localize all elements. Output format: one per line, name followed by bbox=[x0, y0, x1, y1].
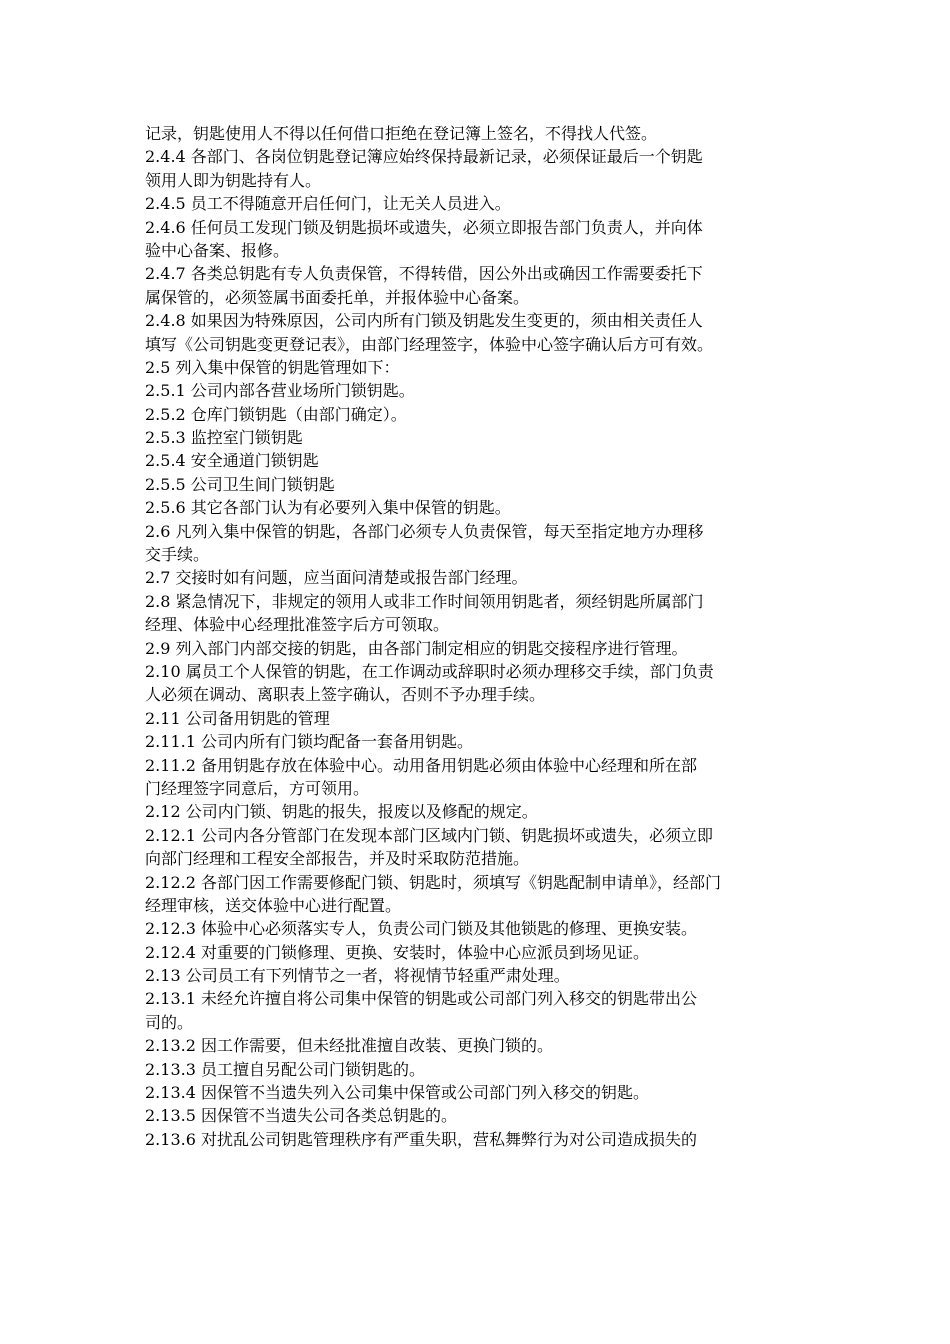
text-line: 2.12.4 对重要的门锁修理、更换、安装时，体验中心应派员到场见证。 bbox=[145, 942, 649, 962]
text-line: 向部门经理和工程安全部报告，并及时采取防范措施。 bbox=[145, 849, 530, 869]
text-line: 2.13.5 因保管不当遗失公司各类总钥匙的。 bbox=[145, 1106, 457, 1126]
text-line: 交手续。 bbox=[145, 545, 210, 565]
text-line: 2.4.5 员工不得随意开启任何门，让无关人员进入。 bbox=[145, 194, 511, 214]
text-line: 经理、体验中心经理批准签字后方可领取。 bbox=[145, 615, 450, 635]
text-line: 2.5.3 监控室门锁钥匙 bbox=[145, 428, 303, 448]
text-line: 填写《公司钥匙变更登记表》，由部门经理签字，体验中心签字确认后方可有效。 bbox=[145, 334, 714, 354]
text-line: 经理审核，送交体验中心进行配置。 bbox=[145, 895, 402, 915]
text-line: 2.12.3 体验中心必须落实专人，负责公司门锁及其他锁匙的修理、更换安装。 bbox=[145, 919, 697, 939]
document-body bbox=[145, 122, 817, 1151]
text-line: 2.5.1 公司内部各营业场所门锁钥匙。 bbox=[145, 381, 415, 401]
text-line: 领用人即为钥匙持有人。 bbox=[145, 170, 322, 190]
text-line: 2.5.2 仓库门锁钥匙（由部门确定）。 bbox=[145, 404, 407, 424]
text-line: 2.13.4 因保管不当遗失列入公司集中保管或公司部门列入移交的钥匙。 bbox=[145, 1083, 649, 1103]
text-line: 2.13.3 员工擅自另配公司门锁钥匙的。 bbox=[145, 1059, 425, 1079]
text-line: 门经理签字同意后，方可领用。 bbox=[145, 778, 370, 798]
text-line: 验中心备案、报修。 bbox=[145, 240, 290, 260]
text-line: 2.13 公司员工有下列情节之一者，将视情节轻重严肃处理。 bbox=[145, 966, 570, 986]
text-line: 2.11 公司备用钥匙的管理 bbox=[145, 708, 330, 728]
text-line: 2.11.1 公司内所有门锁均配备一套备用钥匙。 bbox=[145, 732, 473, 752]
text-line: 2.11.2 备用钥匙存放在体验中心。动用备用钥匙必须由体验中心经理和所在部 bbox=[145, 755, 697, 775]
text-line: 2.12.1 公司内各分管部门在发现本部门区域内门锁、钥匙损坏或遗失，必须立即 bbox=[145, 825, 713, 845]
text-line: 2.12.2 各部门因工作需要修配门锁、钥匙时，须填写《钥匙配制申请单》，经部门 bbox=[145, 872, 721, 892]
text-line: 2.5.6 其它各部门认为有必要列入集中保管的钥匙。 bbox=[145, 498, 511, 518]
text-line: 2.4.6 任何员工发现门锁及钥匙损坏或遗失，必须立即报告部门负责人，并向体 bbox=[145, 217, 703, 237]
text-line: 2.6 凡列入集中保管的钥匙，各部门必须专人负责保管，每天至指定地方办理移 bbox=[145, 521, 704, 541]
text-line: 人必须在调动、离职表上签字确认，否则不予办理手续。 bbox=[145, 685, 546, 705]
text-line: 2.10 属员工个人保管的钥匙，在工作调动或辞职时必须办理移交手续，部门负责 bbox=[145, 661, 714, 681]
text-line: 2.13.6 对扰乱公司钥匙管理秩序有严重失职，营私舞弊行为对公司造成损失的 bbox=[145, 1129, 697, 1149]
text-line: 2.4.4 各部门、各岗位钥匙登记簿应始终保持最新记录，必须保证最后一个钥匙 bbox=[145, 147, 703, 167]
text-line: 司的。 bbox=[145, 1012, 194, 1032]
text-line: 2.7 交接时如有问题，应当面问清楚或报告部门经理。 bbox=[145, 568, 528, 588]
text-line: 2.8 紧急情况下，非规定的领用人或非工作时间领用钥匙者，须经钥匙所属部门 bbox=[145, 591, 704, 611]
text-line: 2.13.1 未经允许擅自将公司集中保管的钥匙或公司部门列入移交的钥匙带出公 bbox=[145, 989, 697, 1009]
text-line: 2.9 列入部门内部交接的钥匙，由各部门制定相应的钥匙交接程序进行管理。 bbox=[145, 638, 688, 658]
text-line: 2.13.2 因工作需要，但未经批准擅自改装、更换门锁的。 bbox=[145, 1036, 553, 1056]
text-line: 2.4.7 各类总钥匙有专人负责保管，不得转借，因公外出或确因工作需要委托下 bbox=[145, 264, 703, 284]
text-line: 2.4.8 如果因为特殊原因，公司内所有门锁及钥匙发生变更的，须由相关责任人 bbox=[145, 311, 703, 331]
text-line: 2.5.4 安全通道门锁钥匙 bbox=[145, 451, 319, 471]
text-line: 2.5.5 公司卫生间门锁钥匙 bbox=[145, 474, 335, 494]
text-line: 记录，钥匙使用人不得以任何借口拒绝在登记簿上签名，不得找人代签。 bbox=[145, 124, 658, 143]
text-line: 2.12 公司内门锁、钥匙的报失，报废以及修配的规定。 bbox=[145, 802, 538, 822]
text-line: 属保管的，必须签属书面委托单，并报体验中心备案。 bbox=[145, 287, 530, 307]
text-line: 2.5 列入集中保管的钥匙管理如下： bbox=[145, 357, 400, 377]
